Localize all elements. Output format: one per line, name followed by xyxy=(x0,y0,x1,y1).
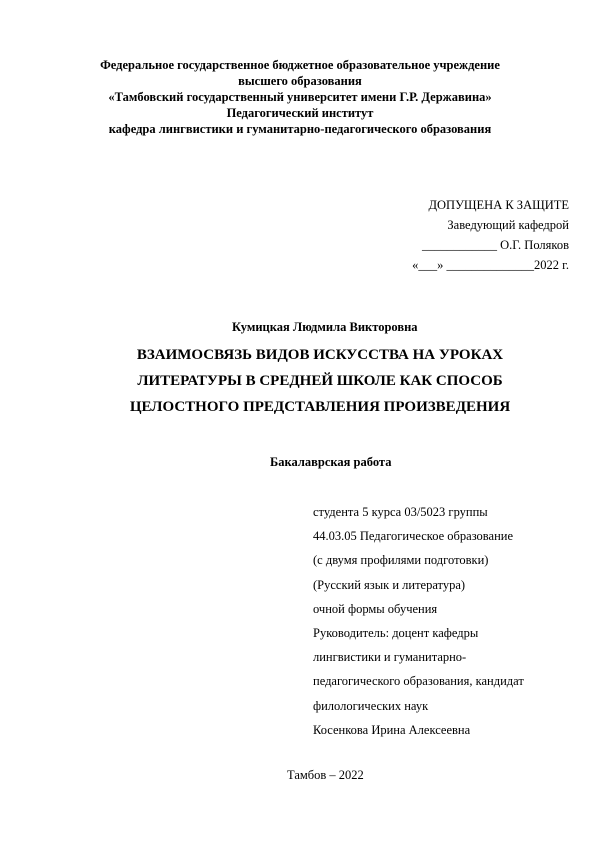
work-type: Бакалаврская работа xyxy=(270,455,392,469)
institution-header xyxy=(60,57,540,137)
approval-line: «___» ______________2022 г. xyxy=(412,258,569,272)
city-year: Тамбов – 2022 xyxy=(287,768,364,782)
header-line: Федеральное государственное бюджетное образовательное учреждение xyxy=(100,58,500,72)
thesis-title xyxy=(40,342,595,420)
details-line: филологических наук xyxy=(313,698,429,713)
header-line: высшего образования xyxy=(238,74,362,88)
approval-line: Заведующий кафедрой xyxy=(447,218,569,232)
details-line: студента 5 курса 03/5023 группы xyxy=(313,505,488,519)
details-line: 44.03.05 Педагогическое образование xyxy=(313,529,514,544)
details-line: Косенкова Ирина Алексеевна xyxy=(313,722,471,737)
title-line: ЦЕЛОСТНОГО ПРЕДСТАВЛЕНИЯ ПРОИЗВЕДЕНИЯ xyxy=(129,399,511,415)
details-line: очной формы обучения xyxy=(313,601,438,616)
header-line: Педагогический институт xyxy=(226,106,374,120)
title-line: ЛИТЕРАТУРЫ В СРЕДНЕЙ ШКОЛЕ КАК СПОСОБ xyxy=(137,373,503,389)
approval-block xyxy=(412,195,569,275)
approval-line: ДОПУЩЕНА К ЗАЩИТЕ xyxy=(428,198,569,212)
details-line: лингвистики и гуманитарно- xyxy=(313,650,467,665)
approval-line: ____________ О.Г. Поляков xyxy=(421,238,569,252)
student-details xyxy=(313,500,524,742)
header-line: кафедра лингвистики и гуманитарно-педагогического образования xyxy=(108,122,492,136)
details-line: педагогического образования, кандидат xyxy=(313,674,524,689)
header-line: «Тамбовский государственный университет имени Г.Р. Державина» xyxy=(108,90,492,104)
details-line: Руководитель: доцент кафедры xyxy=(313,626,479,641)
details-line: (с двумя профилями подготовки) xyxy=(313,553,489,568)
author-name: Кумицкая Людмила Викторовна xyxy=(232,320,418,334)
details-line: (Русский язык и литература) xyxy=(313,577,466,592)
title-line: ВЗАИМОСВЯЗЬ ВИДОВ ИСКУССТВА НА УРОКАХ xyxy=(136,347,504,363)
